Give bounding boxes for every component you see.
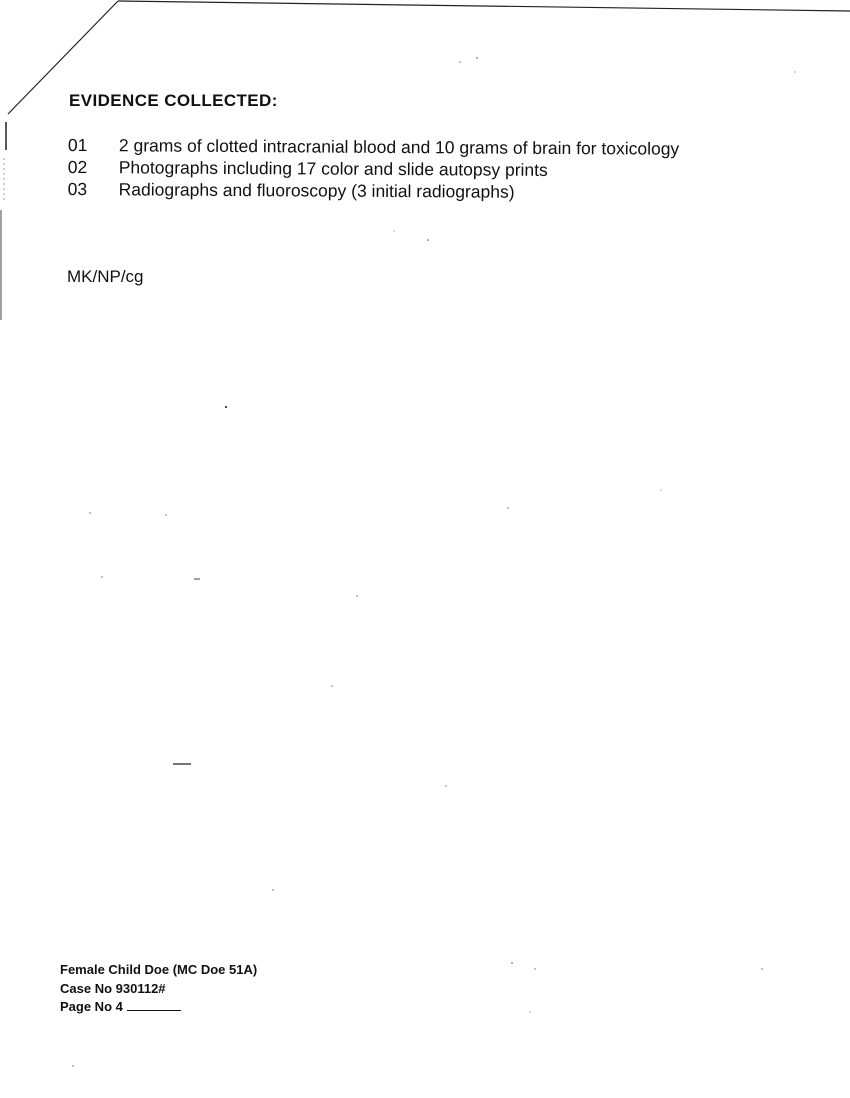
footer-subject: Female Child Doe (MC Doe 51A) xyxy=(60,962,258,977)
footer-case-number: Case No 930112# xyxy=(60,980,166,996)
item-number: 02 xyxy=(67,156,88,178)
item-number: 01 xyxy=(67,134,88,156)
page-blank-underline xyxy=(127,998,181,1011)
footer-page-number: Page No 4 xyxy=(60,999,123,1014)
footer-page-line xyxy=(60,998,257,1017)
page-footer xyxy=(60,961,257,1017)
item-text: 2 grams of clotted intracranial blood and 10 grams of brain for toxicology xyxy=(118,135,680,159)
list-item xyxy=(68,178,679,204)
author-initials: MK/NP/cg xyxy=(67,267,144,286)
item-number: 03 xyxy=(67,178,88,200)
section-heading: EVIDENCE COLLECTED: xyxy=(69,91,278,110)
evidence-list xyxy=(68,134,680,204)
item-text: Photographs including 17 color and slide autopsy prints xyxy=(118,157,548,180)
item-text: Radiographs and fluoroscopy (3 initial radiographs) xyxy=(118,179,515,202)
